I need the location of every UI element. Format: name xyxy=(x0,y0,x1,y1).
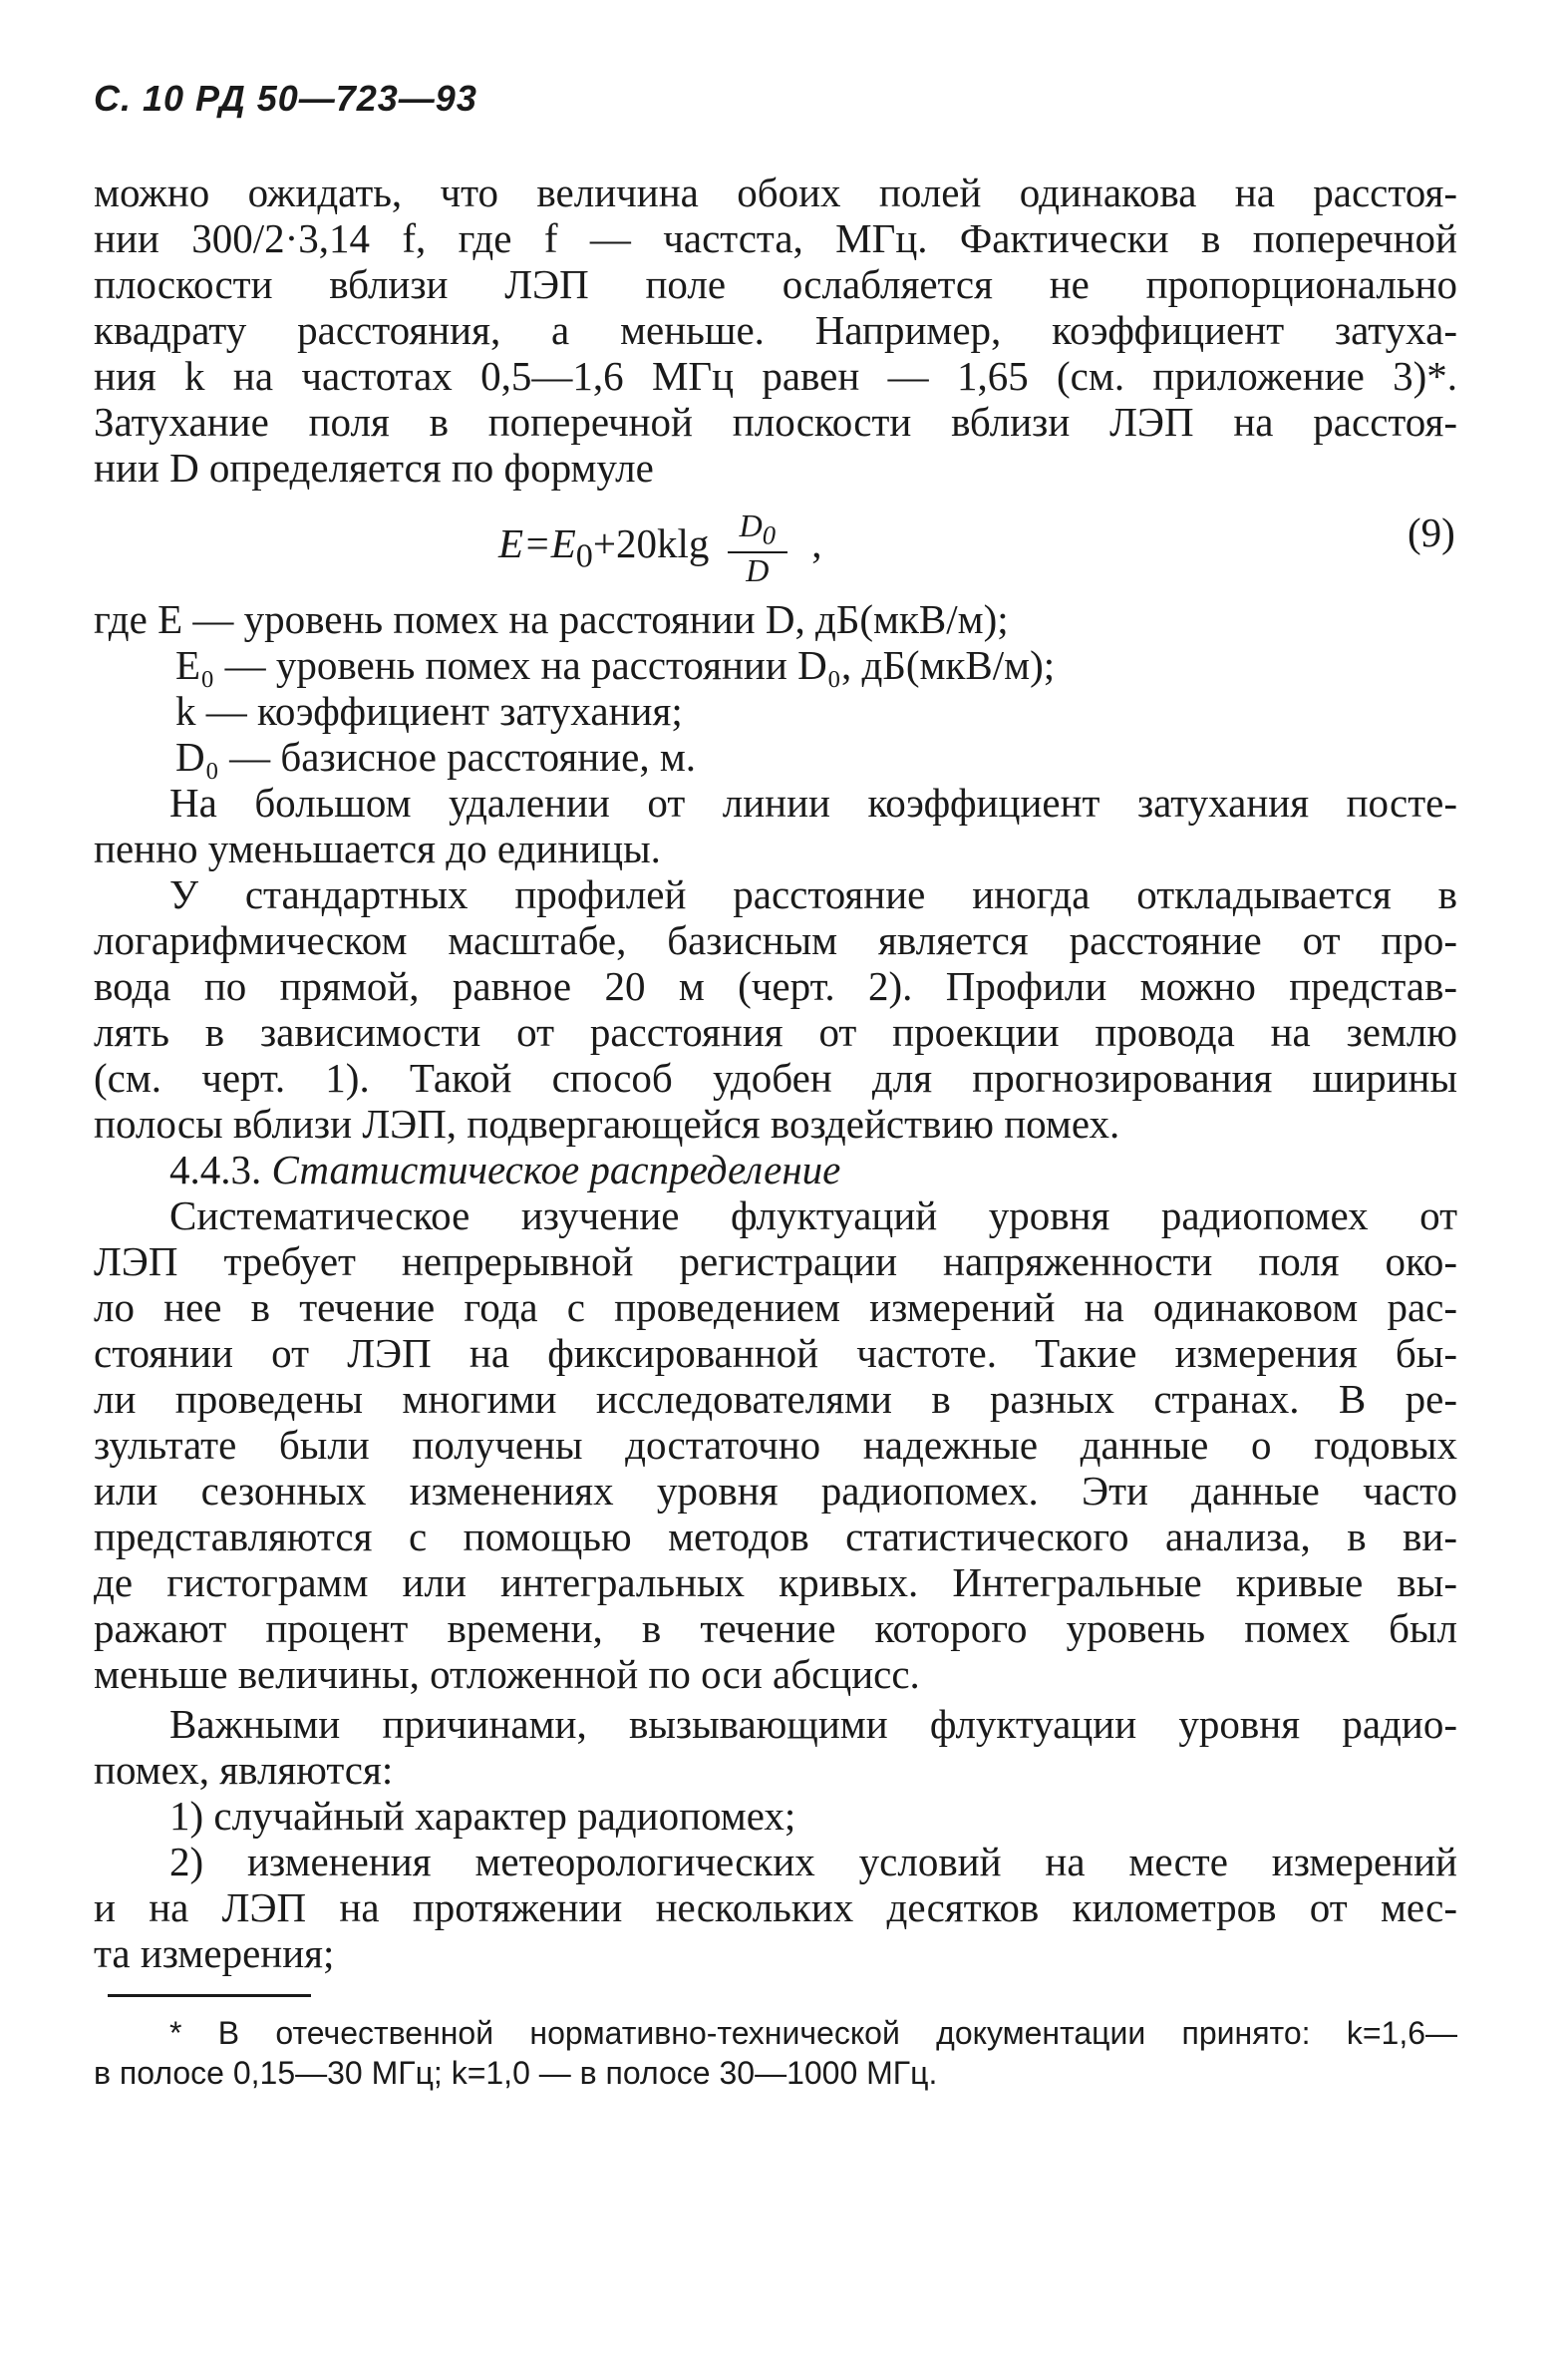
paragraph-line: Затухание поля в поперечной плоскости вблизи ЛЭП на расстоя- xyxy=(94,399,1457,445)
paragraph-line: ния k на частотах 0,5—1,6 МГц равен — 1,65 (см. приложение 3)*. xyxy=(94,353,1457,399)
paragraph-line: ЛЭП требует непрерывной регистрации напряженности поля око- xyxy=(94,1238,1457,1284)
paragraph-line: Важными причинами, вызывающими флуктуации уровня радио- xyxy=(169,1701,1457,1747)
paragraph-line: Систематическое изучение флуктуаций уровня радиопомех от xyxy=(169,1192,1457,1238)
paragraph-line: лять в зависимости от расстояния от проекции провода на землю xyxy=(94,1009,1457,1055)
paragraph-line: меньше величины, отложенной по оси абсцисс. xyxy=(94,1651,920,1697)
paragraph-line: стоянии от ЛЭП на фиксированной частоте. Такие измерения бы- xyxy=(94,1330,1457,1376)
formula-rhs: +20klg xyxy=(592,520,710,567)
list-item: 2) изменения метеорологических условий на месте измерений xyxy=(169,1839,1457,1884)
equation-number: (9) xyxy=(1408,509,1455,555)
paragraph-line: плоскости вблизи ЛЭП поле ослабляется не пропорционально xyxy=(94,261,1457,307)
section-number: 4.4.3. xyxy=(169,1147,262,1192)
list-item: 1) случайный характер радиопомех; xyxy=(169,1793,796,1839)
footnote-line: в полосе 0,15—30 МГц; k=1,0 — в полосе 30—1000 МГц. xyxy=(94,2055,938,2091)
formula-trailing: , xyxy=(811,520,822,567)
paragraph-line: полосы вблизи ЛЭП, подвергающейся воздействию помех. xyxy=(94,1101,1120,1147)
definition-line: где E — уровень помех на расстоянии D, дБ(мкВ/м); xyxy=(94,596,1009,642)
paragraph-line: можно ожидать, что величина обоих полей одинакова на расстоя- xyxy=(94,169,1457,215)
paragraph-line: нии 300/2·3,14 f, где f — частста, МГц. Фактически в поперечной xyxy=(94,215,1457,261)
paragraph-line: У стандартных профилей расстояние иногда откладывается в xyxy=(169,871,1457,917)
list-item: та измерения; xyxy=(94,1930,335,1976)
footnote-line: * В отечественной нормативно-технической документации принято: k=1,6— xyxy=(169,2015,1457,2051)
paragraph-line: представляются с помощью методов статистического анализа, в ви- xyxy=(94,1514,1457,1559)
paragraph-line: квадрату расстояния, а меньше. Например, коэффициент затуха- xyxy=(94,307,1457,353)
formula-9 xyxy=(498,508,822,587)
paragraph-line: де гистограмм или интегральных кривых. Интегральные кривые вы- xyxy=(94,1559,1457,1605)
section-heading xyxy=(169,1147,840,1192)
definition-line: E₀ — уровень помех на расстоянии D₀, дБ(мкВ/м); xyxy=(175,642,1056,688)
formula-fraction xyxy=(728,508,787,587)
definition-line: k — коэффициент затухания; xyxy=(175,688,683,734)
paragraph-line: ло нее в течение года с проведением измерений на одинаковом рас- xyxy=(94,1284,1457,1330)
paragraph-line: (см. черт. 1). Такой способ удобен для прогнозирования ширины xyxy=(94,1055,1457,1101)
paragraph-line: нии D определяется по формуле xyxy=(94,445,654,491)
paragraph-line: ражают процент времени, в течение которого уровень помех был xyxy=(94,1605,1457,1651)
section-title: Статистическое распределение xyxy=(271,1147,841,1192)
paragraph-line: логарифмическом масштабе, базисным является расстояние от про- xyxy=(94,917,1457,963)
paragraph-line: вода по прямой, равное 20 м (черт. 2). Профили можно представ- xyxy=(94,963,1457,1009)
paragraph-line: или сезонных изменениях уровня радиопомех. Эти данные часто xyxy=(94,1468,1457,1514)
definition-line: D₀ — базисное расстояние, м. xyxy=(175,734,697,780)
list-item: и на ЛЭП на протяжении нескольких десятков километров от мес- xyxy=(94,1884,1457,1930)
page-header: С. 10 РД 50—723—93 xyxy=(94,78,477,119)
fraction-numerator: $D_0$ xyxy=(728,508,787,553)
paragraph-line: ли проведены многими исследователями в разных странах. В ре- xyxy=(94,1376,1457,1422)
paragraph-line: На большом удалении от линии коэффициент затухания посте- xyxy=(169,780,1457,826)
paragraph-line: зультате были получены достаточно надежные данные о годовых xyxy=(94,1422,1457,1468)
fraction-denominator: D xyxy=(746,552,770,589)
formula-lhs: E=E xyxy=(498,520,576,567)
formula-sub: 0 xyxy=(575,537,593,575)
paragraph-line: помех, являются: xyxy=(94,1747,394,1793)
paragraph-line: пенно уменьшается до единицы. xyxy=(94,826,661,871)
footnote-divider xyxy=(108,1994,311,1997)
